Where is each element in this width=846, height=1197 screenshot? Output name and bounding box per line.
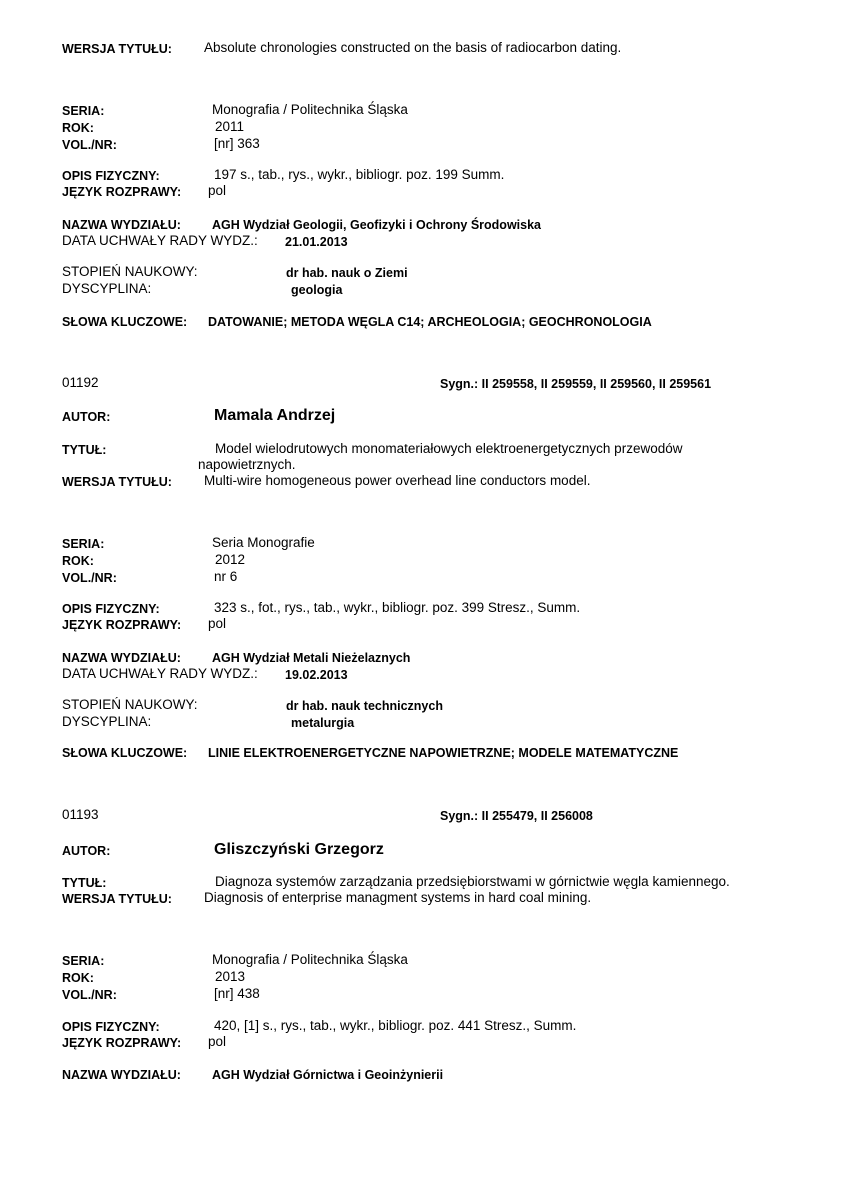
faculty-label: NAZWA WYDZIAŁU:	[62, 1068, 181, 1082]
language-label: JĘZYK ROZPRAWY:	[62, 1036, 182, 1050]
physical-label: OPIS FIZYCZNY:	[62, 169, 160, 183]
faculty-label: NAZWA WYDZIAŁU:	[62, 651, 181, 665]
series-label: SERIA:	[62, 954, 105, 968]
language: pol	[208, 183, 227, 198]
title-line-1: Model wielodrutowych monomateriałowych elektroenergetycznych przewodów	[215, 441, 683, 456]
language: pol	[208, 616, 227, 631]
keywords-label: SŁOWA KLUCZOWE:	[62, 315, 188, 329]
vol-label: VOL./NR:	[62, 571, 117, 585]
title-label: TYTUŁ:	[62, 443, 107, 457]
keywords: DATOWANIE; METODA WĘGLA C14; ARCHEOLOGIA; GEOCHRONOLOGIA	[208, 315, 652, 329]
year: 2012	[215, 552, 246, 567]
title-label: TYTUŁ:	[62, 876, 107, 890]
vol: nr 6	[214, 569, 238, 584]
series: Monografia / Politechnika Śląska	[212, 102, 408, 117]
resolution-label: DATA UCHWAŁY RADY WYDZ.:	[62, 666, 258, 681]
entry-number: 01193	[62, 807, 99, 822]
series: Seria Monografie	[212, 535, 315, 550]
series-label: SERIA:	[62, 104, 105, 118]
discipline: metalurgia	[291, 716, 355, 730]
title-version: Diagnosis of enterprise managment systems in hard coal mining.	[204, 890, 592, 905]
series-label: SERIA:	[62, 537, 105, 551]
author: Mamala Andrzej	[214, 407, 336, 424]
keywords: LINIE ELEKTROENERGETYCZNE NAPOWIETRZNE; MODELE MATEMATYCZNE	[208, 746, 679, 760]
physical-label: OPIS FIZYCZNY:	[62, 602, 160, 616]
vol: [nr] 438	[214, 986, 260, 1001]
physical-description: 420, [1] s., rys., tab., wykr., bibliogr. poz. 441 Stresz., Summ.	[214, 1018, 577, 1033]
resolution-date: 21.01.2013	[285, 235, 348, 249]
title-version-label: WERSJA TYTUŁU:	[62, 475, 172, 489]
resolution-date: 19.02.2013	[285, 668, 348, 682]
year-label: ROK:	[62, 121, 94, 135]
discipline-label: DYSCYPLINA:	[62, 714, 152, 729]
degree: dr hab. nauk o Ziemi	[286, 266, 408, 280]
title-line-2: napowietrznych.	[198, 457, 296, 472]
title-version: Multi-wire homogeneous power overhead line conductors model.	[204, 473, 591, 488]
series: Monografia / Politechnika Śląska	[212, 952, 408, 967]
author: Gliszczyński Grzegorz	[214, 841, 384, 858]
language-label: JĘZYK ROZPRAWY:	[62, 185, 182, 199]
year-label: ROK:	[62, 971, 94, 985]
author-label: AUTOR:	[62, 844, 111, 858]
year: 2013	[215, 969, 246, 984]
faculty-label: NAZWA WYDZIAŁU:	[62, 218, 181, 232]
resolution-label: DATA UCHWAŁY RADY WYDZ.:	[62, 233, 258, 248]
physical-description: 323 s., fot., rys., tab., wykr., bibliogr. poz. 399 Stresz., Summ.	[214, 600, 581, 615]
degree: dr hab. nauk technicznych	[286, 699, 443, 713]
title-version-label: WERSJA TYTUŁU:	[62, 892, 172, 906]
year-label: ROK:	[62, 554, 94, 568]
degree-label: STOPIEŃ NAUKOWY:	[62, 697, 198, 712]
physical-description: 197 s., tab., rys., wykr., bibliogr. poz. 199 Summ.	[214, 167, 505, 182]
signature: Sygn.: II 259558, II 259559, II 259560, II 259561	[440, 377, 712, 391]
title-version-label: WERSJA TYTUŁU:	[62, 42, 172, 56]
signature: Sygn.: II 255479, II 256008	[440, 809, 593, 823]
discipline: geologia	[291, 283, 343, 297]
degree-label: STOPIEŃ NAUKOWY:	[62, 264, 198, 279]
vol: [nr] 363	[214, 136, 260, 151]
author-label: AUTOR:	[62, 410, 111, 424]
title-version: Absolute chronologies constructed on the basis of radiocarbon dating.	[204, 40, 622, 55]
faculty: AGH Wydział Geologii, Geofizyki i Ochrony Środowiska	[212, 218, 541, 232]
language-label: JĘZYK ROZPRAWY:	[62, 618, 182, 632]
vol-label: VOL./NR:	[62, 988, 117, 1002]
vol-label: VOL./NR:	[62, 138, 117, 152]
discipline-label: DYSCYPLINA:	[62, 281, 152, 296]
physical-label: OPIS FIZYCZNY:	[62, 1020, 160, 1034]
keywords-label: SŁOWA KLUCZOWE:	[62, 746, 188, 760]
faculty: AGH Wydział Górnictwa i Geoinżynierii	[212, 1068, 444, 1082]
title: Diagnoza systemów zarządzania przedsiębiorstwami w górnictwie węgla kamiennego.	[215, 874, 730, 889]
faculty: AGH Wydział Metali Nieżelaznych	[212, 651, 411, 665]
language: pol	[208, 1034, 227, 1049]
year: 2011	[215, 119, 245, 134]
entry-number: 01192	[62, 375, 99, 390]
